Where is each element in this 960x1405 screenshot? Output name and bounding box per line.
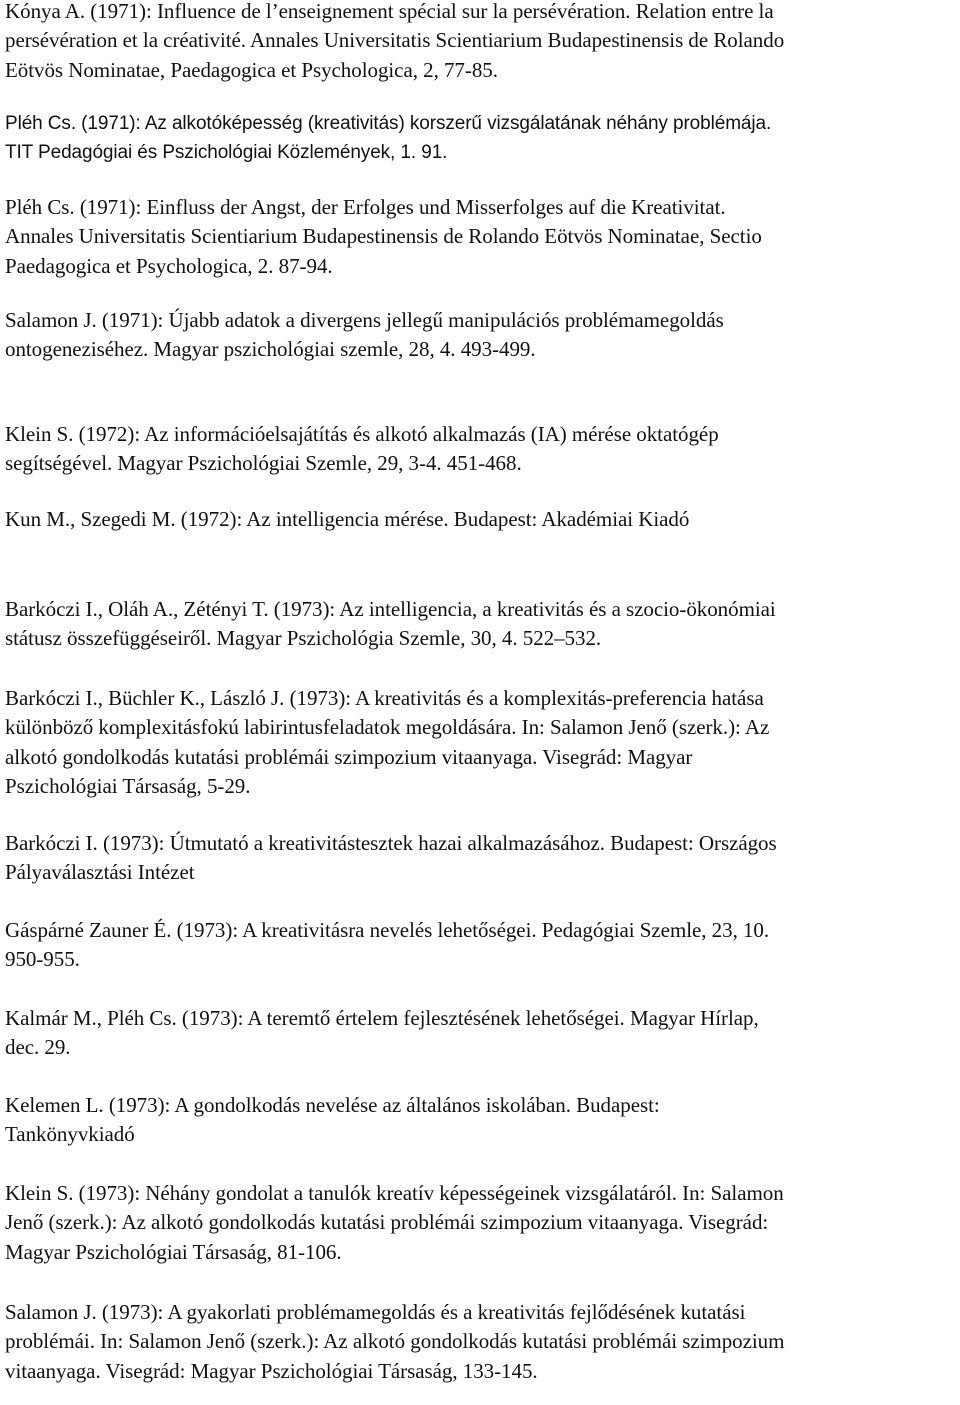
reference-line: Klein S. (1972): Az információelsajátítás és alkotó alkalmazás (IA) mérése oktatógép [5,422,719,446]
reference-line: Pléh Cs. (1971): Einfluss der Angst, der Erfolges und Misserfolges auf die Kreativitat. [5,195,726,219]
reference-line: Pályaválasztási Intézet [5,860,195,885]
reference-konya-1971 [5,0,960,85]
reference-line: Pszichológiai Társaság, 5-29. [5,773,251,798]
reference-pleh-1971-a [5,109,960,168]
reference-kun-szegedi-1972 [5,505,960,534]
reference-line: problémái. In: Salamon Jenő (szerk.): Az alkotó gondolkodás kutatási problémái szimpozium [5,1329,785,1354]
reference-line: Barkóczi I. (1973): Útmutató a kreativitástesztek hazai alkalmazásához. Budapest: Országos [5,831,777,855]
reference-line: Kelemen L. (1973): A gondolkodás nevelése az általános iskolában. Budapest: [5,1093,660,1117]
reference-line: Magyar Pszichológiai Társaság, 81-106. [5,1239,342,1264]
reference-line: Salamon J. (1971): Újabb adatok a divergens jellegű manipulációs problémamegoldás [5,308,724,332]
reference-barkoczi-buchler-laszlo-1973 [5,684,960,801]
reference-line: Klein S. (1973): Néhány gondolat a tanulók kreatív képességeinek vizsgálatáról. In: Salamon [5,1181,784,1205]
reference-line: Barkóczi I., Büchler K., László J. (1973): A kreativitás és a komplexitás-preferencia hatása [5,686,764,710]
reference-line: vitaanyaga. Visegrád: Magyar Pszichológiai Társaság, 133-145. [5,1358,538,1383]
reference-line: segítségével. Magyar Pszichológiai Szemle, 29, 3-4. 451-468. [5,451,522,476]
reference-line: Barkóczi I., Oláh A., Zétényi T. (1973): Az intelligencia, a kreativitás és a szocio-ökonómiai [5,597,776,621]
reference-line: Salamon J. (1973): A gyakorlati problémamegoldás és a kreativitás fejlődésének kutatási [5,1300,746,1324]
reference-line: Paedagogica et Psychologica, 2. 87-94. [5,253,333,278]
reference-line: különböző komplexitásfokú labirintusfeladatok megoldására. In: Salamon Jenő (szerk.): Az [5,715,770,740]
reference-line: Eötvös Nominatae, Paedagogica et Psychologica, 2, 77-85. [5,57,498,82]
reference-klein-1973 [5,1179,960,1267]
reference-line: Kun M., Szegedi M. (1972): Az intelligencia mérése. Budapest: Akadémiai Kiadó [5,507,690,531]
reference-line: TIT Pedagógiai és Pszichológiai Közlemények, 1. 91. [5,142,448,164]
reference-salamon-1973 [5,1298,960,1386]
reference-line: Tankönyvkiadó [5,1122,135,1147]
reference-line: Jenő (szerk.): Az alkotó gondolkodás kutatási problémái szimpozium vitaanyaga. Visegrád: [5,1210,769,1235]
reference-kalmar-pleh-1973 [5,1004,960,1063]
reference-salamon-1971 [5,306,960,365]
reference-line: Kónya A. (1971): Influence de l’enseignement spécial sur la persévération. Relation entre la [5,0,774,23]
reference-line: státusz összefüggéseiről. Magyar Pszichológia Szemle, 30, 4. 522–532. [5,626,602,651]
reference-line: alkotó gondolkodás kutatási problémái szimpozium vitaanyaga. Visegrád: Magyar [5,744,693,769]
reference-line: Gáspárné Zauner É. (1973): A kreativitásra nevelés lehetőségei. Pedagógiai Szemle, 23, 10. [5,918,770,942]
reference-klein-1972 [5,420,960,479]
reference-line: persévération et la créativité. Annales Universitatis Scientiarium Budapestinensis de Rolando [5,28,785,53]
reference-line: Kalmár M., Pléh Cs. (1973): A teremtő értelem fejlesztésének lehetőségei. Magyar Hírlap, [5,1006,759,1030]
reference-gasparne-zauner-1973 [5,916,960,975]
reference-line: ontogeneziséhez. Magyar pszichológiai szemle, 28, 4. 493-499. [5,337,536,362]
reference-pleh-1971-b [5,193,960,281]
reference-kelemen-1973 [5,1091,960,1150]
reference-barkoczi-1973 [5,829,960,888]
reference-line: dec. 29. [5,1035,71,1060]
reference-line: Annales Universitatis Scientiarium Budapestinensis de Rolando Eötvös Nominatae, Sectio [5,224,762,249]
reference-line: Pléh Cs. (1971): Az alkotóképesség (kreativitás) korszerű vizsgálatának néhány problémája. [5,113,772,134]
reference-line: 950-955. [5,947,80,972]
reference-barkoczi-olah-zetenyi-1973 [5,595,960,654]
